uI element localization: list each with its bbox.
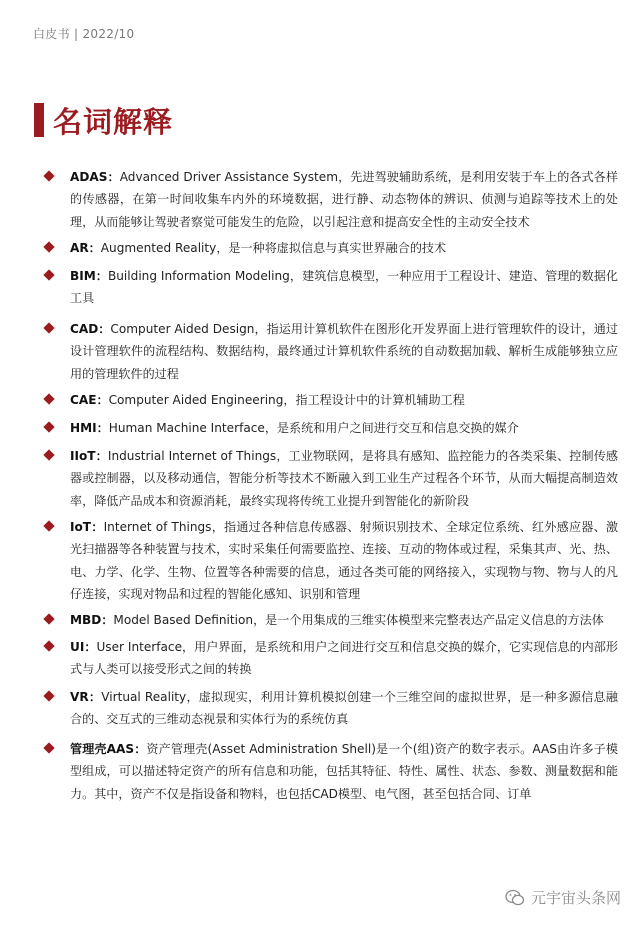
entry-term: VR： xyxy=(70,690,102,704)
entry-text xyxy=(70,265,618,310)
watermark xyxy=(505,887,621,908)
diamond-bullet-icon xyxy=(43,640,54,651)
diamond-bullet-icon xyxy=(43,170,54,181)
entry-text xyxy=(70,237,618,259)
entry-definition: User Interface，用户界面，是系统和用户之间进行交互和信息交换的媒介，它实现信息的内部形式与人类可以接受形式之间的转换 xyxy=(70,640,618,677)
entry-definition: Augmented Reality，是一种将虚拟信息与真实世界融合的技术 xyxy=(100,241,447,255)
entry-text xyxy=(70,417,618,439)
entry-text xyxy=(70,166,618,233)
entry-text xyxy=(70,445,618,512)
entry-term: MBD： xyxy=(70,613,114,627)
entry-definition: Building Information Modeling，建筑信息模型，一种应用于工程设计、建造、管理的数据化工具 xyxy=(70,269,618,306)
entry-term: UI： xyxy=(70,640,97,654)
entry-definition: Computer Aided Engineering，指工程设计中的计算机辅助工程 xyxy=(108,393,465,407)
entry-term: IoT： xyxy=(70,520,104,534)
diamond-bullet-icon xyxy=(43,449,54,460)
entry-term: CAD： xyxy=(70,322,111,336)
entry-definition: Virtual Reality，虚拟现实，利用计算机模拟创建一个三维空间的虚拟世界，是一种多源信息融合的、交互式的三维动态视景和实体行为的系统仿真 xyxy=(70,690,618,727)
diamond-bullet-icon xyxy=(43,322,54,333)
entry-text xyxy=(70,389,618,411)
entry-term: ADAS： xyxy=(70,170,120,184)
entry-text xyxy=(70,609,618,631)
entry-term: IIoT： xyxy=(70,449,108,463)
entry-text xyxy=(70,636,618,681)
entry-definition: Model Based Definition，是一个用集成的三维实体模型来完整表达产品定义信息的方法体 xyxy=(113,613,604,627)
diamond-bullet-icon xyxy=(43,421,54,432)
entry-term: HMI： xyxy=(70,421,109,435)
diamond-bullet-icon xyxy=(43,690,54,701)
entry-definition: 资产管理壳(Asset Administration Shell)是一个(组)资产的数字表示。AAS由许多子模型组成，可以描述特定资产的所有信息和功能，包括其特征、特性、属性、状态、参数、测量数据和能力。其中，资产不仅是指设备和物料，也包括CAD模型、电气图，甚至包括合同、订单 xyxy=(70,742,618,801)
diamond-bullet-icon xyxy=(43,269,54,280)
entry-text xyxy=(70,516,618,605)
entry-term: AR： xyxy=(70,241,101,255)
entry-text xyxy=(70,738,618,805)
entry-definition: Industrial Internet of Things，工业物联网，是将具有感知、监控能力的各类采集、控制传感器或控制器，以及移动通信，智能分析等技术不断融入到工业生产过程各个环节，从而大幅提高制造效率，降低产品成本和资源消耗，最终实现将传统工业提升到智能化的新阶段 xyxy=(70,449,618,508)
entry-text xyxy=(70,318,618,385)
diamond-bullet-icon xyxy=(43,241,54,252)
diamond-bullet-icon xyxy=(43,613,54,624)
watermark-text: 元宇宙头条网 xyxy=(530,889,621,907)
diamond-bullet-icon xyxy=(43,520,54,531)
diamond-bullet-icon xyxy=(43,393,54,404)
entry-definition: Computer Aided Design，指运用计算机软件在图形化开发界面上进行管理软件的设计，通过设计管理软件的流程结构、数据结构，最终通过计算机软件系统的自动数据加载、解析生成能够独立应用的管理软件的过程 xyxy=(70,322,618,381)
entry-definition: Advanced Driver Assistance System，先进驾驶辅助系统，是利用安装于车上的各式各样的传感器，在第一时间收集车内外的环境数据，进行静、动态物体的辨识、侦测与追踪等技术上的处理，从而能够让驾驶者察觉可能发生的危险，以引起注意和提高安全性的主动安全技术 xyxy=(70,170,619,229)
section-title: 名词解释 xyxy=(53,104,174,139)
document-header: 白皮书 | 2022/10 xyxy=(33,27,135,41)
entry-definition: Internet of Things，指通过各种信息传感器、射频识别技术、全球定位系统、红外感应器、激光扫描器等各种装置与技术，实时采集任何需要监控、连接、互动的物体或过程，采集其声、光、热、电、力学、化学、生物、位置等各种需要的信息，通过各类可能的网络接入，实现物与物、物与人的凡仔连接，实现对物品和过程的智能化感知、识别和管理 xyxy=(70,520,619,601)
entry-term: BIM： xyxy=(70,269,108,283)
entry-term: CAE： xyxy=(70,393,109,407)
entry-text xyxy=(70,686,618,731)
entry-definition: Human Machine Interface，是系统和用户之间进行交互和信息交换的媒介 xyxy=(108,421,519,435)
wechat-icon xyxy=(505,889,525,907)
entry-term: 管理壳AAS： xyxy=(70,742,147,756)
diamond-bullet-icon xyxy=(43,742,54,753)
